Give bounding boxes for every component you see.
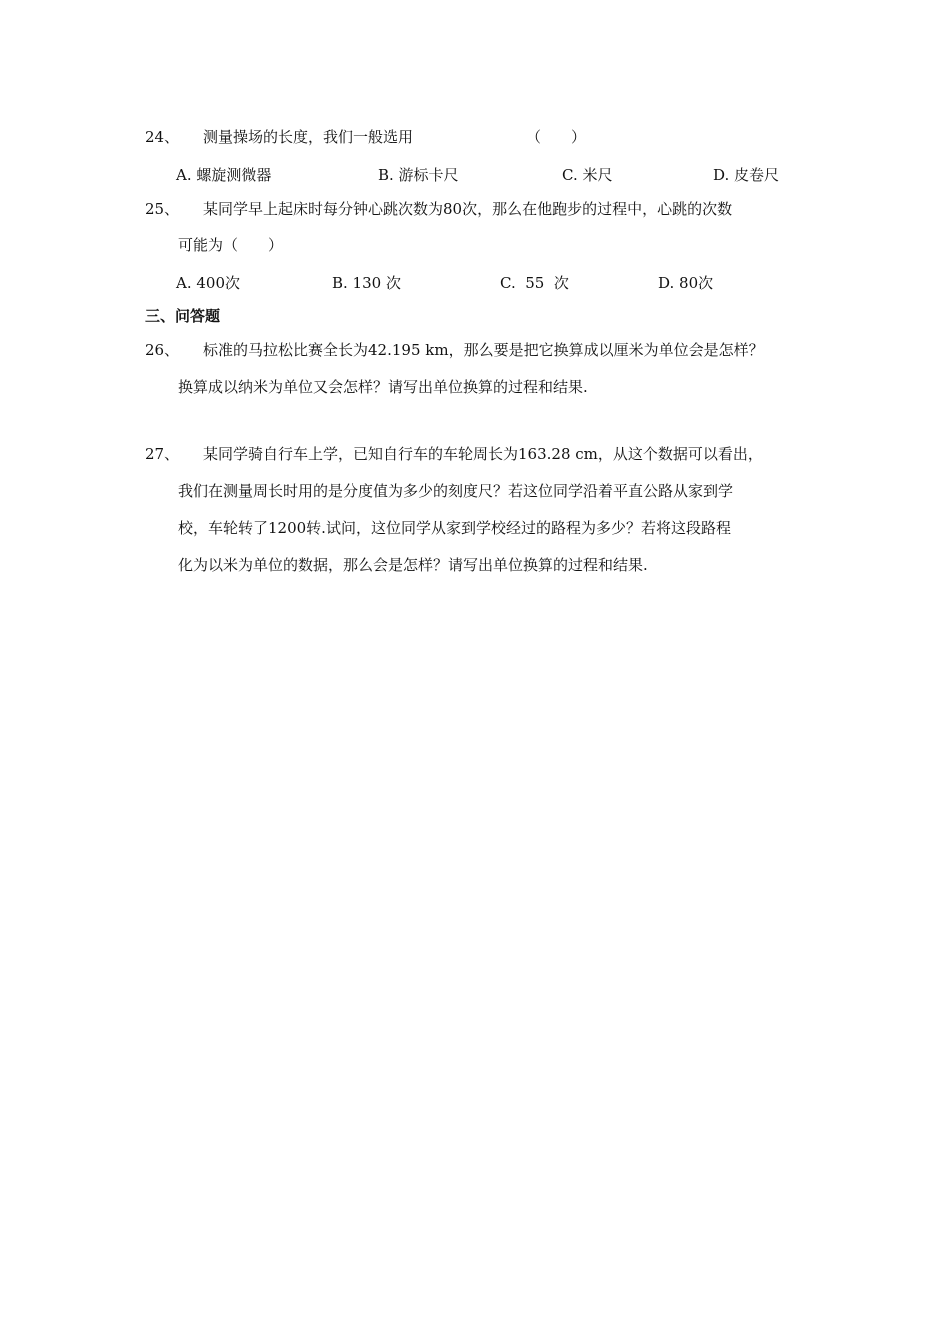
question-text-line-1: 标准的马拉松比赛全长为42.195 km，那么要是把它换算成以厘米为单位会是怎样？ — [203, 341, 764, 359]
answer-blank: （ ） — [526, 128, 587, 146]
question-text-line-2: 我们在测量周长时用的是分度值为多少的刻度尺？若这位同学沿着平直公路从家到学 — [178, 482, 734, 500]
question-text: 测量操场的长度，我们一般选用 — [203, 128, 414, 146]
question-number: 27、 — [145, 445, 180, 463]
option-b: B. 130 次 — [332, 274, 401, 292]
option-c: C. 米尺 — [562, 166, 613, 184]
question-text-line-3: 校，车轮转了1200转.试问，这位同学从家到学校经过的路程为多少？若将这段路程 — [178, 519, 731, 537]
question-text-line-1: 某同学早上起床时每分钟心跳次数为80次，那么在他跑步的过程中，心跳的次数 — [203, 200, 733, 218]
option-b: B. 游标卡尺 — [378, 166, 459, 184]
question-text-line-4: 化为以米为单位的数据，那么会是怎样？请写出单位换算的过程和结果. — [178, 556, 648, 574]
question-number: 25、 — [145, 200, 180, 218]
option-a: A. 400次 — [176, 274, 240, 292]
question-text-line-2: 换算成以纳米为单位又会怎样？请写出单位换算的过程和结果. — [178, 378, 588, 396]
option-a: A. 螺旋测微器 — [176, 166, 272, 184]
question-text-line-2: 可能为（ ） — [178, 236, 284, 254]
option-d: D. 80次 — [658, 274, 714, 292]
question-number: 26、 — [145, 341, 180, 359]
option-d: D. 皮卷尺 — [713, 166, 780, 184]
question-text-line-1: 某同学骑自行车上学，已知自行车的车轮周长为163.28 cm，从这个数据可以看出， — [203, 445, 763, 463]
question-number: 24、 — [145, 128, 180, 146]
section-heading: 三、问答题 — [145, 307, 221, 325]
option-c: C. 55 次 — [500, 274, 569, 292]
